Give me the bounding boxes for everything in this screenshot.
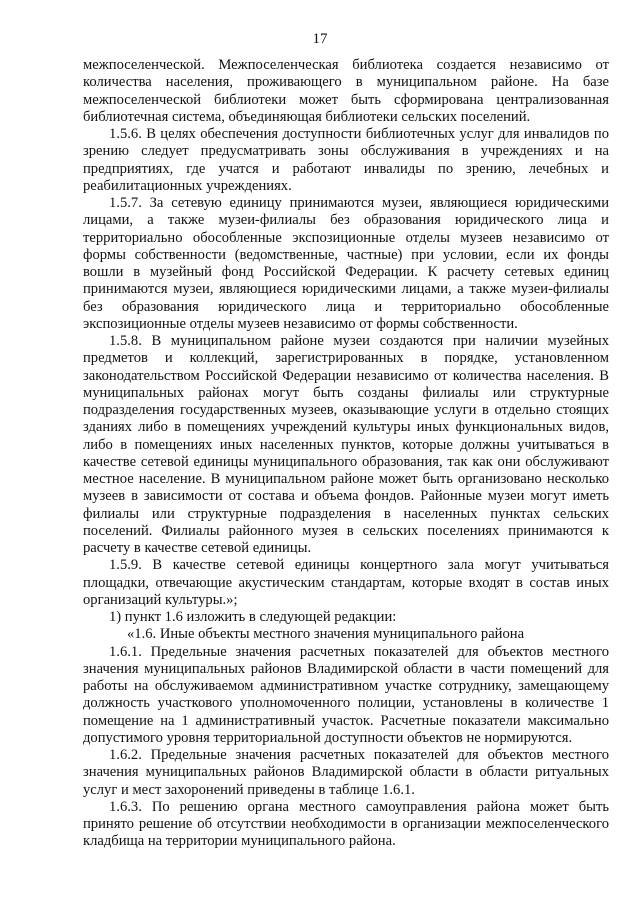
paragraph-1-5-9: 1.5.9. В качестве сетевой единицы концертного зала могут учитываться площадки, отвечающие акустическим стандартам, которые входят в состав иных организаций культуры.»; xyxy=(83,557,609,608)
paragraph-1-5-7: 1.5.7. За сетевую единицу принимаются музеи, являющиеся юридическими лицами, а также музеи-филиалы без образования юридического лица и территориально обособленные экспозиционные отделы музеев независимо от формы собственности (ведомственные, частные) при условии, если их фонды вошли в музейный фонд Российской Федерации. К расчету сетевых единиц принимаются музеи, являющиеся юридическими лицами, а также музеи-филиалы без образования юридического лица и территориально обособленные экспозиционные отделы музеев независимо от формы собственности. xyxy=(83,195,609,332)
paragraph-amendment-item: 1) пункт 1.6 изложить в следующей редакции: xyxy=(109,609,397,625)
paragraph-1-6-2: 1.6.2. Предельные значения расчетных показателей для объектов местного значения муниципальных районов Владимирской области в области ритуальных услуг и мест захоронений приведены в таблице 1.6.1. xyxy=(83,747,609,798)
paragraph-1-5-8: 1.5.8. В муниципальном районе музеи создаются при наличии музейных предметов и коллекций, зарегистрированных в порядке, установленном законодательством Российской Федерации независимо от количества населения. В муниципальных районах могут быть созданы филиалы или структурные подразделения государственных музеев, оказывающие услуги в отдельно стоящих зданиях либо в помещениях учреждений культуры иных функциональных видов, либо в помещениях иных населенных пунктов, которые должны учитываться в качестве сетевой единицы муниципального образования, так как они обслуживают местное население. В муниципальном районе может быть организовано несколько музеев в зависимости от состава и объема фондов. Районные музеи могут иметь филиалы или структурные подразделения в населенных пунктах сельских поселений. Филиалы районного музея в сельских поселениях принимаются к расчету в качестве сетевой единицы. xyxy=(83,333,609,556)
page-number: 17 xyxy=(312,31,328,47)
section-heading-1-6: «1.6. Иные объекты местного значения муниципального района xyxy=(127,626,525,643)
paragraph-1-6-1: 1.6.1. Предельные значения расчетных показателей для объектов местного значения муниципальных районов Владимирской области в части помещений для работы на обслуживаемом административном участке сотруднику, замещающему должность участкового уполномоченного полиции, установлены в количестве 1 помещение на 1 административный участок. Расчетные показатели максимально допустимого уровня территориальной доступности объектов не нормируются. xyxy=(83,643,609,746)
paragraph-library-continued: межпоселенческой. Межпоселенческая библиотека создается независимо от количества населения, проживающего в муниципальном районе. На базе межпоселенческой библиотеки может быть сформирована централизованная библиотечная система, объединяющая библиотеки сельских поселений. xyxy=(83,57,609,125)
paragraph-1-5-6: 1.5.6. В целях обеспечения доступности библиотечных услуг для инвалидов по зрению следует предусматривать зоны обслуживания в учреждениях и на предприятиях, где учатся и работают инвалиды по зрению, лечебных и реабилитационных учреждениях. xyxy=(83,126,609,194)
document-body xyxy=(83,57,609,851)
paragraph-1-6-3: 1.6.3. По решению органа местного самоуправления района может быть принято решение об отсутствии необходимости в организации межпоселенческого кладбища на территории муниципального района. xyxy=(83,798,609,850)
